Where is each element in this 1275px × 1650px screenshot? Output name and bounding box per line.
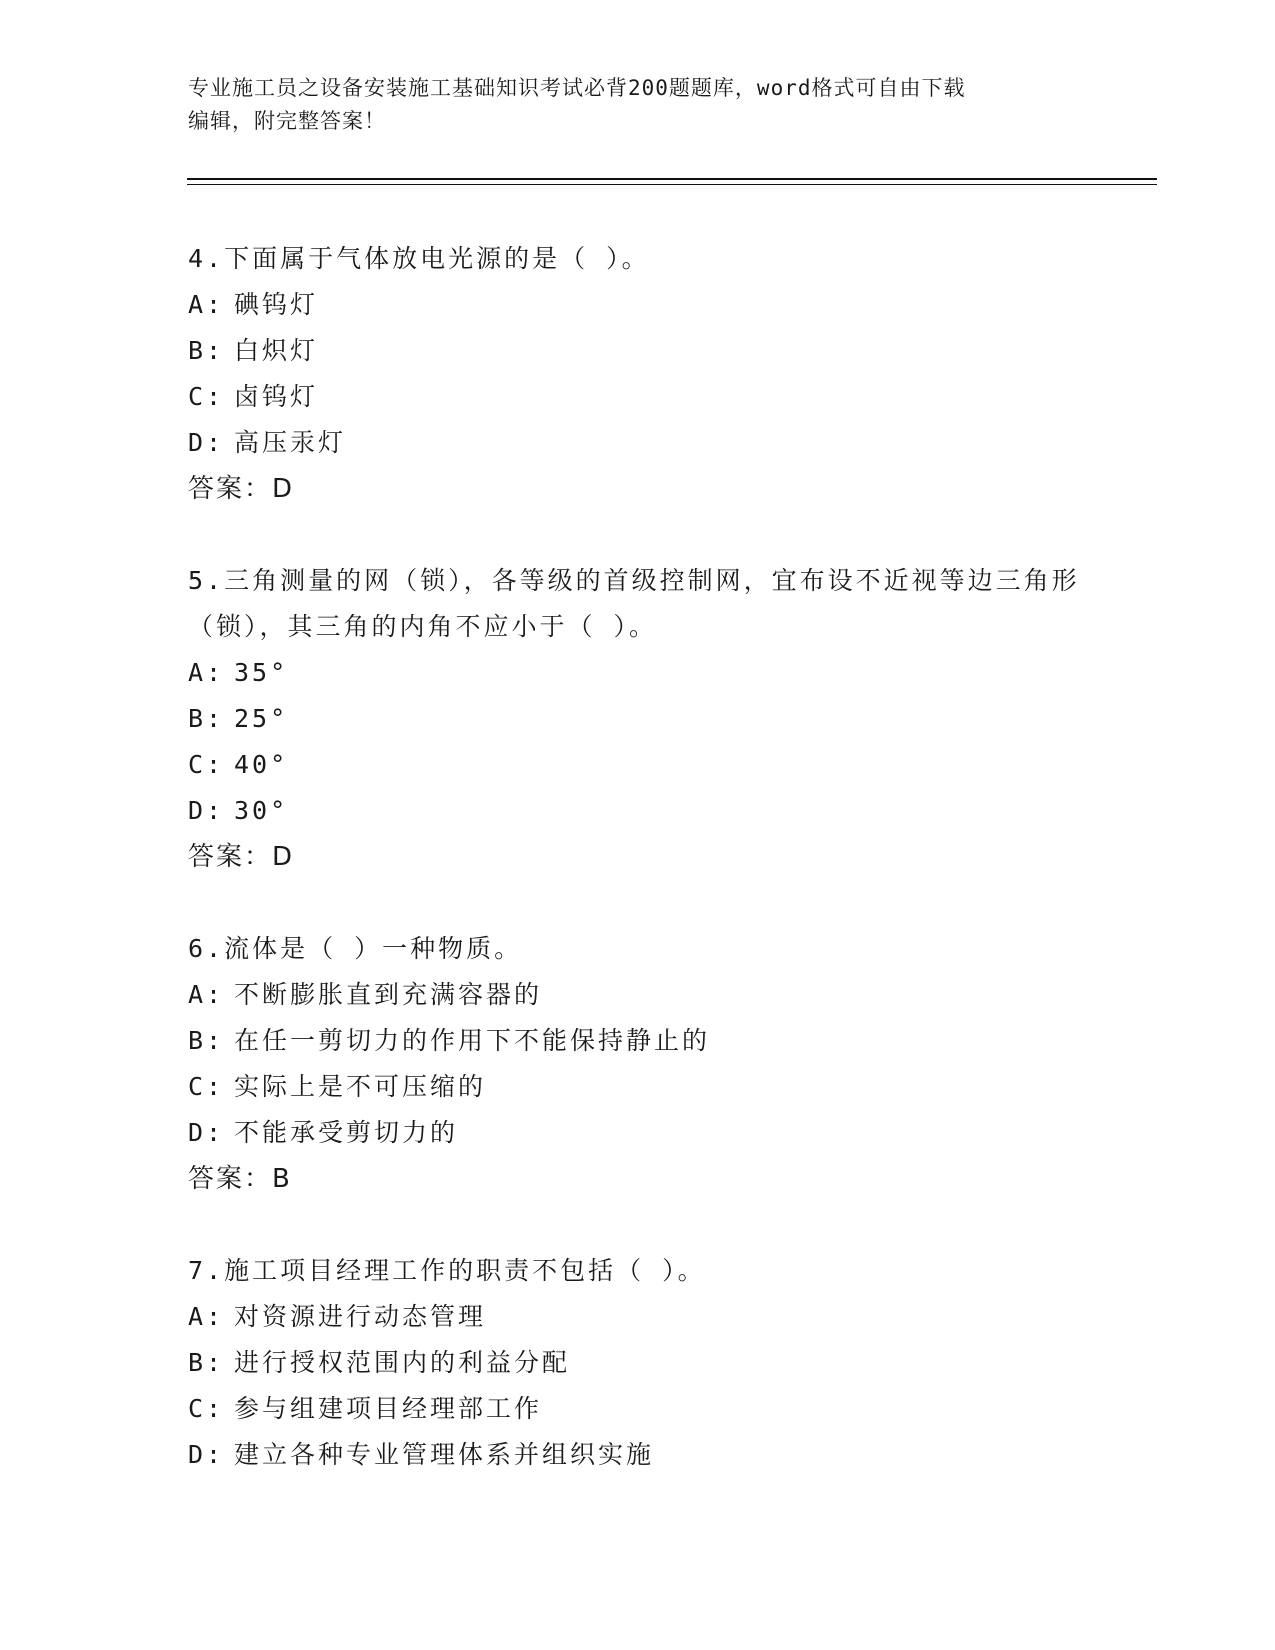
question-stem: 7.施工项目经理工作的职责不包括（ ）。 [188, 1256, 706, 1285]
option-text: 35° [234, 658, 289, 687]
option-text: 建立各种专业管理体系并组织实施 [234, 1440, 655, 1469]
option-d [188, 788, 1128, 834]
option-c [188, 1386, 1128, 1432]
answer-line: 答案：D [188, 842, 295, 872]
option-d [188, 1432, 1128, 1478]
option-text: 40° [234, 750, 289, 779]
header-divider [187, 178, 1157, 185]
option-key: C: [188, 382, 225, 411]
option-key: A: [188, 290, 225, 319]
question-4 [188, 236, 1128, 512]
option-key: C: [188, 1394, 225, 1423]
option-key: B: [188, 704, 225, 733]
option-c [188, 742, 1128, 788]
option-b [188, 328, 1128, 374]
option-a [188, 972, 1128, 1018]
option-key: A: [188, 658, 225, 687]
option-text: 高压汞灯 [234, 428, 347, 457]
option-text: 卤钨灯 [234, 382, 319, 411]
option-key: A: [188, 980, 225, 1009]
option-b [188, 1340, 1128, 1386]
option-a [188, 650, 1128, 696]
option-b [188, 696, 1128, 742]
option-text: 参与组建项目经理部工作 [234, 1394, 543, 1423]
option-c [188, 1064, 1128, 1110]
question-stem: 5.三角测量的网（锁），各等级的首级控制网，宜布设不近视等边三角形（锁），其三角的内角不应小于（ ）。 [188, 566, 1080, 641]
question-5 [188, 558, 1128, 880]
option-a [188, 282, 1128, 328]
option-text: 白炽灯 [234, 336, 319, 365]
option-key: D: [188, 428, 225, 457]
option-text: 实际上是不可压缩的 [234, 1072, 487, 1101]
option-text: 在任一剪切力的作用下不能保持静止的 [234, 1026, 711, 1055]
option-key: C: [188, 750, 225, 779]
question-stem: 6.流体是（ ）一种物质。 [188, 934, 523, 963]
option-key: D: [188, 1118, 225, 1147]
question-stem: 4.下面属于气体放电光源的是（ ）。 [188, 244, 650, 273]
option-key: C: [188, 1072, 225, 1101]
option-key: D: [188, 1440, 225, 1469]
document-header [188, 72, 1088, 138]
option-key: B: [188, 336, 225, 365]
option-d [188, 1110, 1128, 1156]
option-key: B: [188, 1026, 225, 1055]
option-d [188, 420, 1128, 466]
question-7 [188, 1248, 1128, 1478]
answer-line: 答案：D [188, 474, 295, 504]
option-text: 进行授权范围内的利益分配 [234, 1348, 571, 1377]
answer-line: 答案：B [188, 1164, 292, 1194]
question-list [188, 236, 1128, 1524]
option-text: 对资源进行动态管理 [234, 1302, 487, 1331]
option-text: 不断膨胀直到充满容器的 [234, 980, 543, 1009]
option-b [188, 1018, 1128, 1064]
option-text: 不能承受剪切力的 [234, 1118, 459, 1147]
option-key: B: [188, 1348, 225, 1377]
option-text: 25° [234, 704, 289, 733]
header-line-1: 专业施工员之设备安装施工基础知识考试必背200题题库，word格式可自由下载 [188, 76, 966, 100]
option-key: A: [188, 1302, 225, 1331]
question-6 [188, 926, 1128, 1202]
option-text: 碘钨灯 [234, 290, 319, 319]
option-text: 30° [234, 796, 289, 825]
option-key: D: [188, 796, 225, 825]
option-c [188, 374, 1128, 420]
option-a [188, 1294, 1128, 1340]
header-line-2: 编辑，附完整答案！ [188, 109, 386, 133]
